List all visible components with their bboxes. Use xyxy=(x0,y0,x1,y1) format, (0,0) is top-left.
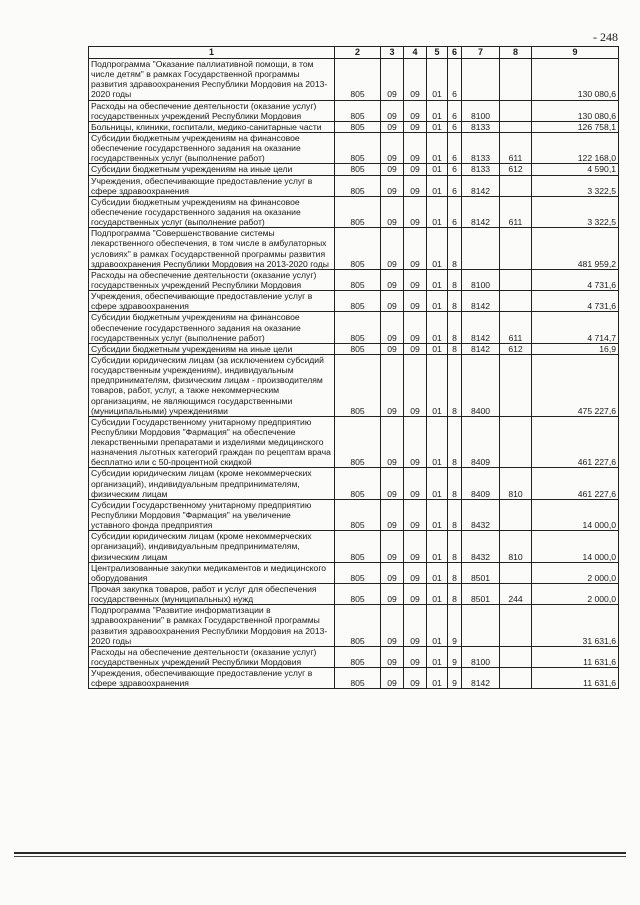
subprogram-cell: 6 xyxy=(448,164,462,175)
table-row xyxy=(89,343,619,354)
col-header: 9 xyxy=(532,47,619,59)
row-name-cell: Подпрограмма "Совершенствование системы лекарственного обеспечения, в том числе в амбулаторных условиях" в рамках Государственной программы развития здравоохранения Республики Мордовия на 2013-2020 годы xyxy=(89,228,335,270)
target-item-cell: 8100 xyxy=(462,100,500,121)
subprogram-cell: 8 xyxy=(448,416,462,468)
row-name-cell: Расходы на обеспечение деятельности (оказание услуг) государственных учреждений Республики Мордовия xyxy=(89,100,335,121)
target-item-cell: 8133 xyxy=(462,121,500,132)
target-item-cell: 8432 xyxy=(462,499,500,530)
subsection-cell: 09 xyxy=(404,343,427,354)
subsection-cell: 09 xyxy=(404,416,427,468)
table-row xyxy=(89,175,619,196)
expense-type-cell xyxy=(500,228,532,270)
target-item-cell: 8432 xyxy=(462,531,500,562)
subprogram-cell: 8 xyxy=(448,468,462,499)
program-cell: 01 xyxy=(427,531,448,562)
target-item-cell: 8142 xyxy=(462,175,500,196)
code-cell: 805 xyxy=(335,416,381,468)
section-cell: 09 xyxy=(381,562,404,583)
subprogram-cell: 8 xyxy=(448,343,462,354)
program-cell: 01 xyxy=(427,499,448,530)
subsection-cell: 09 xyxy=(404,175,427,196)
table-row xyxy=(89,584,619,605)
subprogram-cell: 8 xyxy=(448,228,462,270)
col-header: 2 xyxy=(335,47,381,59)
target-item-cell: 8142 xyxy=(462,668,500,689)
program-cell: 01 xyxy=(427,132,448,163)
expense-type-cell: 611 xyxy=(500,196,532,227)
program-cell: 01 xyxy=(427,175,448,196)
row-name-cell: Прочая закупка товаров, работ и услуг для обеспечения государственных (муниципальных) нужд xyxy=(89,584,335,605)
section-cell: 09 xyxy=(381,196,404,227)
bottom-rule xyxy=(14,852,626,854)
expense-type-cell xyxy=(500,100,532,121)
col-header: 6 xyxy=(448,47,462,59)
section-cell: 09 xyxy=(381,668,404,689)
section-cell: 09 xyxy=(381,584,404,605)
expense-type-cell xyxy=(500,416,532,468)
target-item-cell: 8133 xyxy=(462,164,500,175)
subsection-cell: 09 xyxy=(404,121,427,132)
row-name-cell: Субсидии Государственному унитарному предприятию Республики Мордовия "Фармация" на обеспечение лекарственными препаратами и изделиями медицинского назначения льготных категорий граждан по рецептам врача бесплатно или с 50-процентной скидкой xyxy=(89,416,335,468)
code-cell: 805 xyxy=(335,269,381,290)
code-cell: 805 xyxy=(335,605,381,647)
table-row xyxy=(89,354,619,416)
amount-cell: 3 322,5 xyxy=(532,175,619,196)
subsection-cell: 09 xyxy=(404,646,427,667)
amount-cell: 11 631,6 xyxy=(532,668,619,689)
amount-cell: 31 631,6 xyxy=(532,605,619,647)
row-name-cell: Субсидии бюджетным учреждениям на иные цели xyxy=(89,343,335,354)
subprogram-cell: 8 xyxy=(448,291,462,312)
section-cell: 09 xyxy=(381,132,404,163)
amount-cell: 4 590,1 xyxy=(532,164,619,175)
subsection-cell: 09 xyxy=(404,59,427,101)
subsection-cell: 09 xyxy=(404,468,427,499)
program-cell: 01 xyxy=(427,468,448,499)
row-name-cell: Расходы на обеспечение деятельности (оказание услуг) государственных учреждений Республики Мордовия xyxy=(89,269,335,290)
subprogram-cell: 8 xyxy=(448,354,462,416)
subsection-cell: 09 xyxy=(404,164,427,175)
code-cell: 805 xyxy=(335,291,381,312)
section-cell: 09 xyxy=(381,605,404,647)
program-cell: 01 xyxy=(427,59,448,101)
section-cell: 09 xyxy=(381,100,404,121)
subsection-cell: 09 xyxy=(404,354,427,416)
table-row xyxy=(89,269,619,290)
program-cell: 01 xyxy=(427,100,448,121)
target-item-cell: 8409 xyxy=(462,468,500,499)
amount-cell: 2 000,0 xyxy=(532,562,619,583)
target-item-cell: 8400 xyxy=(462,354,500,416)
subprogram-cell: 8 xyxy=(448,562,462,583)
target-item-cell: 8142 xyxy=(462,312,500,343)
subprogram-cell: 9 xyxy=(448,668,462,689)
header-row xyxy=(89,47,619,59)
expense-type-cell xyxy=(500,646,532,667)
amount-cell: 4 714,7 xyxy=(532,312,619,343)
code-cell: 805 xyxy=(335,121,381,132)
target-item-cell: 8501 xyxy=(462,584,500,605)
row-name-cell: Подпрограмма "Развитие информатизации в здравоохранении" в рамках Государственной программы развития здравоохранения Республики Мордовия на 2013-2020 годы xyxy=(89,605,335,647)
code-cell: 805 xyxy=(335,228,381,270)
amount-cell: 130 080,6 xyxy=(532,100,619,121)
section-cell: 09 xyxy=(381,164,404,175)
amount-cell: 481 959,2 xyxy=(532,228,619,270)
row-name-cell: Учреждения, обеспечивающие предоставление услуг в сфере здравоохранения xyxy=(89,668,335,689)
expense-type-cell xyxy=(500,562,532,583)
amount-cell: 461 227,6 xyxy=(532,416,619,468)
row-name-cell: Субсидии бюджетным учреждениям на финансовое обеспечение государственного задания на оказание государственных услуг (выполнение работ) xyxy=(89,132,335,163)
program-cell: 01 xyxy=(427,312,448,343)
expense-type-cell xyxy=(500,291,532,312)
code-cell: 805 xyxy=(335,354,381,416)
subsection-cell: 09 xyxy=(404,132,427,163)
amount-cell: 16,9 xyxy=(532,343,619,354)
section-cell: 09 xyxy=(381,499,404,530)
code-cell: 805 xyxy=(335,59,381,101)
page-number: - 248 xyxy=(593,30,618,44)
section-cell: 09 xyxy=(381,312,404,343)
target-item-cell xyxy=(462,228,500,270)
col-header: 4 xyxy=(404,47,427,59)
code-cell: 805 xyxy=(335,668,381,689)
table-row xyxy=(89,164,619,175)
amount-cell: 2 000,0 xyxy=(532,584,619,605)
expense-type-cell xyxy=(500,121,532,132)
subprogram-cell: 6 xyxy=(448,121,462,132)
target-item-cell xyxy=(462,605,500,647)
code-cell: 805 xyxy=(335,646,381,667)
code-cell: 805 xyxy=(335,584,381,605)
target-item-cell: 8100 xyxy=(462,269,500,290)
bottom-rule-thin xyxy=(14,856,626,857)
row-name-cell: Расходы на обеспечение деятельности (оказание услуг) государственных учреждений Республики Мордовия xyxy=(89,646,335,667)
expense-type-cell xyxy=(500,499,532,530)
program-cell: 01 xyxy=(427,121,448,132)
subprogram-cell: 6 xyxy=(448,100,462,121)
amount-cell: 461 227,6 xyxy=(532,468,619,499)
amount-cell: 14 000,0 xyxy=(532,499,619,530)
col-header: 5 xyxy=(427,47,448,59)
table-row xyxy=(89,228,619,270)
expense-type-cell xyxy=(500,668,532,689)
table-row xyxy=(89,499,619,530)
subsection-cell: 09 xyxy=(404,584,427,605)
subprogram-cell: 8 xyxy=(448,531,462,562)
row-name-cell: Субсидии бюджетным учреждениям на финансовое обеспечение государственного задания на оказание государственных услуг (выполнение работ) xyxy=(89,312,335,343)
col-header: 3 xyxy=(381,47,404,59)
table-row xyxy=(89,668,619,689)
row-name-cell: Учреждения, обеспечивающие предоставление услуг в сфере здравоохранения xyxy=(89,175,335,196)
row-name-cell: Централизованные закупки медикаментов и медицинского оборудования xyxy=(89,562,335,583)
program-cell: 01 xyxy=(427,354,448,416)
table-row xyxy=(89,100,619,121)
target-item-cell: 8100 xyxy=(462,646,500,667)
expense-type-cell: 611 xyxy=(500,132,532,163)
program-cell: 01 xyxy=(427,605,448,647)
section-cell: 09 xyxy=(381,59,404,101)
code-cell: 805 xyxy=(335,531,381,562)
subsection-cell: 09 xyxy=(404,228,427,270)
table-row xyxy=(89,646,619,667)
table-row xyxy=(89,196,619,227)
expense-type-cell: 810 xyxy=(500,531,532,562)
section-cell: 09 xyxy=(381,291,404,312)
table-row xyxy=(89,531,619,562)
target-item-cell: 8142 xyxy=(462,343,500,354)
table-row xyxy=(89,59,619,101)
subsection-cell: 09 xyxy=(404,531,427,562)
amount-cell: 126 758,1 xyxy=(532,121,619,132)
subprogram-cell: 8 xyxy=(448,312,462,343)
expense-type-cell: 611 xyxy=(500,312,532,343)
expense-type-cell: 244 xyxy=(500,584,532,605)
subprogram-cell: 8 xyxy=(448,269,462,290)
row-name-cell: Субсидии бюджетным учреждениям на финансовое обеспечение государственного задания на оказание государственных услуг (выполнение работ) xyxy=(89,196,335,227)
code-cell: 805 xyxy=(335,468,381,499)
expense-type-cell: 810 xyxy=(500,468,532,499)
section-cell: 09 xyxy=(381,228,404,270)
row-name-cell: Подпрограмма "Оказание паллиативной помощи, в том числе детям" в рамках Государственной программы развития здравоохранения Республики Мордовия на 2013-2020 годы xyxy=(89,59,335,101)
target-item-cell: 8133 xyxy=(462,132,500,163)
program-cell: 01 xyxy=(427,196,448,227)
amount-cell: 475 227,6 xyxy=(532,354,619,416)
table-row xyxy=(89,121,619,132)
table-row xyxy=(89,562,619,583)
row-name-cell: Субсидии Государственному унитарному предприятию Республики Мордовия "Фармация" на увеличение уставного фонда предприятия xyxy=(89,499,335,530)
subprogram-cell: 8 xyxy=(448,499,462,530)
expense-type-cell: 612 xyxy=(500,164,532,175)
subprogram-cell: 8 xyxy=(448,584,462,605)
section-cell: 09 xyxy=(381,531,404,562)
expense-type-cell xyxy=(500,175,532,196)
section-cell: 09 xyxy=(381,175,404,196)
program-cell: 01 xyxy=(427,646,448,667)
subsection-cell: 09 xyxy=(404,291,427,312)
amount-cell: 122 168,0 xyxy=(532,132,619,163)
subprogram-cell: 6 xyxy=(448,196,462,227)
table-row xyxy=(89,605,619,647)
expense-type-cell xyxy=(500,59,532,101)
subsection-cell: 09 xyxy=(404,269,427,290)
program-cell: 01 xyxy=(427,291,448,312)
code-cell: 805 xyxy=(335,175,381,196)
target-item-cell: 8142 xyxy=(462,196,500,227)
program-cell: 01 xyxy=(427,269,448,290)
program-cell: 01 xyxy=(427,668,448,689)
subprogram-cell: 9 xyxy=(448,646,462,667)
code-cell: 805 xyxy=(335,312,381,343)
program-cell: 01 xyxy=(427,228,448,270)
row-name-cell: Больницы, клиники, госпитали, медико-санитарные части xyxy=(89,121,335,132)
expense-type-cell: 612 xyxy=(500,343,532,354)
amount-cell: 14 000,0 xyxy=(532,531,619,562)
target-item-cell: 8142 xyxy=(462,291,500,312)
target-item-cell: 8501 xyxy=(462,562,500,583)
budget-table xyxy=(88,46,619,689)
target-item-cell: 8409 xyxy=(462,416,500,468)
target-item-cell xyxy=(462,59,500,101)
program-cell: 01 xyxy=(427,343,448,354)
amount-cell: 130 080,6 xyxy=(532,59,619,101)
amount-cell: 4 731,6 xyxy=(532,269,619,290)
subsection-cell: 09 xyxy=(404,605,427,647)
expense-type-cell xyxy=(500,605,532,647)
row-name-cell: Субсидии юридическим лицам (кроме некоммерческих организаций), индивидуальным предпринимателям, физическим лицам xyxy=(89,468,335,499)
code-cell: 805 xyxy=(335,196,381,227)
code-cell: 805 xyxy=(335,164,381,175)
program-cell: 01 xyxy=(427,584,448,605)
subsection-cell: 09 xyxy=(404,196,427,227)
table-row xyxy=(89,291,619,312)
subsection-cell: 09 xyxy=(404,668,427,689)
subsection-cell: 09 xyxy=(404,562,427,583)
row-name-cell: Субсидии юридическим лицам (за исключением субсидий государственным учреждениям), индивидуальным предпринимателям, физическим лицам - производителям товаров, работ, услуг, а также некоммерческим организациям, не являющимся государственными (муниципальными) учреждениями xyxy=(89,354,335,416)
subprogram-cell: 6 xyxy=(448,59,462,101)
section-cell: 09 xyxy=(381,646,404,667)
row-name-cell: Учреждения, обеспечивающие предоставление услуг в сфере здравоохранения xyxy=(89,291,335,312)
code-cell: 805 xyxy=(335,562,381,583)
program-cell: 01 xyxy=(427,562,448,583)
subsection-cell: 09 xyxy=(404,312,427,343)
row-name-cell: Субсидии бюджетным учреждениям на иные цели xyxy=(89,164,335,175)
expense-type-cell xyxy=(500,269,532,290)
program-cell: 01 xyxy=(427,416,448,468)
code-cell: 805 xyxy=(335,132,381,163)
section-cell: 09 xyxy=(381,354,404,416)
subsection-cell: 09 xyxy=(404,100,427,121)
amount-cell: 3 322,5 xyxy=(532,196,619,227)
col-header: 8 xyxy=(500,47,532,59)
amount-cell: 11 631,6 xyxy=(532,646,619,667)
table-row xyxy=(89,468,619,499)
section-cell: 09 xyxy=(381,416,404,468)
subprogram-cell: 9 xyxy=(448,605,462,647)
subsection-cell: 09 xyxy=(404,499,427,530)
section-cell: 09 xyxy=(381,343,404,354)
section-cell: 09 xyxy=(381,269,404,290)
table-row xyxy=(89,132,619,163)
program-cell: 01 xyxy=(427,164,448,175)
subprogram-cell: 6 xyxy=(448,175,462,196)
table-row xyxy=(89,416,619,468)
col-header: 7 xyxy=(462,47,500,59)
code-cell: 805 xyxy=(335,343,381,354)
code-cell: 805 xyxy=(335,499,381,530)
amount-cell: 4 731,6 xyxy=(532,291,619,312)
row-name-cell: Субсидии юридическим лицам (кроме некоммерческих организаций), индивидуальным предпринимателям, физическим лицам xyxy=(89,531,335,562)
col-header: 1 xyxy=(89,47,335,59)
table-row xyxy=(89,312,619,343)
subprogram-cell: 6 xyxy=(448,132,462,163)
section-cell: 09 xyxy=(381,121,404,132)
expense-type-cell xyxy=(500,354,532,416)
section-cell: 09 xyxy=(381,468,404,499)
code-cell: 805 xyxy=(335,100,381,121)
